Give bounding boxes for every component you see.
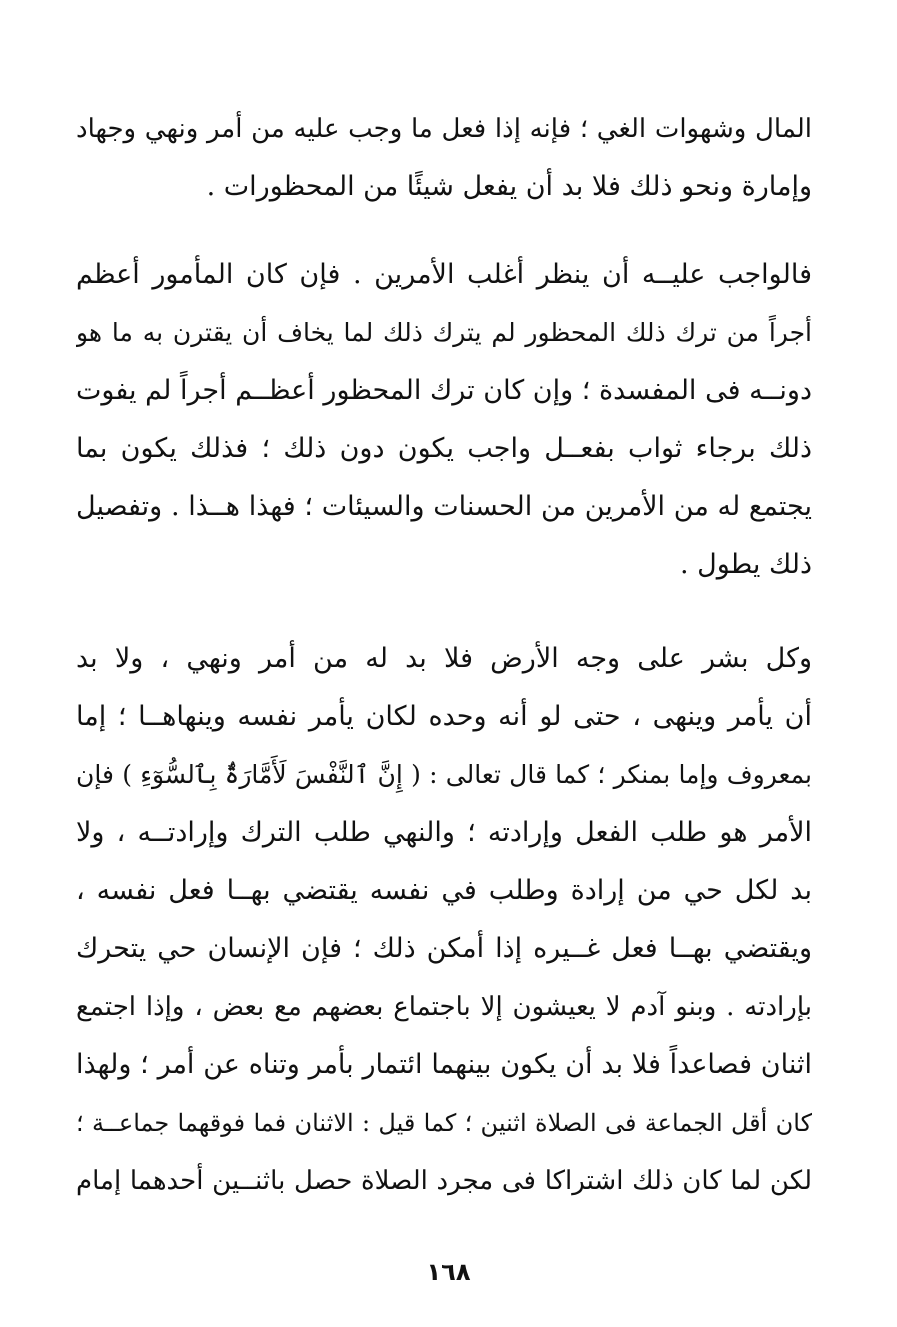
text-line: وكل بشر على وجه الأرض فلا بد له من أمر ونهي ، ولا بد bbox=[76, 643, 812, 674]
text-line: أن يأمر وينهى ، حتى لو أنه وحده لكان يأمر نفسه وينهاهــا ؛ إما bbox=[76, 701, 812, 732]
text-line: فالواجب عليــه أن ينظر أغلب الأمرين . فإن كان المأمور أعظم bbox=[76, 259, 812, 290]
text-line: الأمر هو طلب الفعل وإرادته ؛ والنهي طلب الترك وإرادتــه ، ولا bbox=[76, 817, 812, 848]
text-line: لكن لما كان ذلك اشتراكا فى مجرد الصلاة حصل باثنــين أحدهما إمام bbox=[76, 1166, 812, 1196]
paragraph-3 bbox=[76, 630, 812, 1210]
text-line: بد لكل حي من إرادة وطلب في نفسه يقتضي بهــا فعل نفسه ، bbox=[76, 875, 812, 906]
paragraph-2 bbox=[76, 246, 812, 594]
text-line: ذلك يطول . bbox=[680, 549, 812, 580]
text-line: وإمارة ونحو ذلك فلا بد أن يفعل شيئًا من المحظورات . bbox=[206, 171, 812, 202]
text-line: المال وشهوات الغي ؛ فإنه إذا فعل ما وجب عليه من أمر ونهي وجهاد bbox=[76, 114, 812, 144]
text-line: اثنان فصاعداً فلا بد أن يكون بينهما ائتمار بأمر وتناه عن أمر ؛ ولهذا bbox=[76, 1049, 812, 1080]
text-line: ذلك برجاء ثواب بفعــل واجب يكون دون ذلك ؛ فذلك يكون بما bbox=[76, 433, 812, 464]
text-line: أجراً من ترك ذلك المحظور لم يترك ذلك لما يخاف أن يقترن به ما هو bbox=[76, 318, 812, 347]
text-line: كان أقل الجماعة فى الصلاة اثنين ؛ كما قيل : الاثنان فما فوقهما جماعــة ؛ bbox=[76, 1109, 812, 1137]
text-line: ويقتضي بهــا فعل غــيره إذا أمكن ذلك ؛ فإن الإنسان حي يتحرك bbox=[76, 933, 812, 964]
text-line: دونــه فى المفسدة ؛ وإن كان ترك المحظور أعظــم أجراً لم يفوت bbox=[76, 375, 812, 406]
text-line: بإرادته . وبنو آدم لا يعيشون إلا باجتماع بعضهم مع بعض ، وإذا اجتمع bbox=[76, 992, 812, 1022]
page-number: ١٦٨ bbox=[426, 1258, 471, 1286]
text-line: بمعروف وإما بمنكر ؛ كما قال تعالى : ( إِنَّ ٱلنَّفْسَ لَأَمَّارَةٌۢ بِٱلسُّوٓءِ ) فإن bbox=[76, 760, 812, 789]
paragraph-1 bbox=[76, 100, 812, 216]
text-line: يجتمع له من الأمرين من الحسنات والسيئات ؛ فهذا هــذا . وتفصيل bbox=[76, 491, 812, 522]
